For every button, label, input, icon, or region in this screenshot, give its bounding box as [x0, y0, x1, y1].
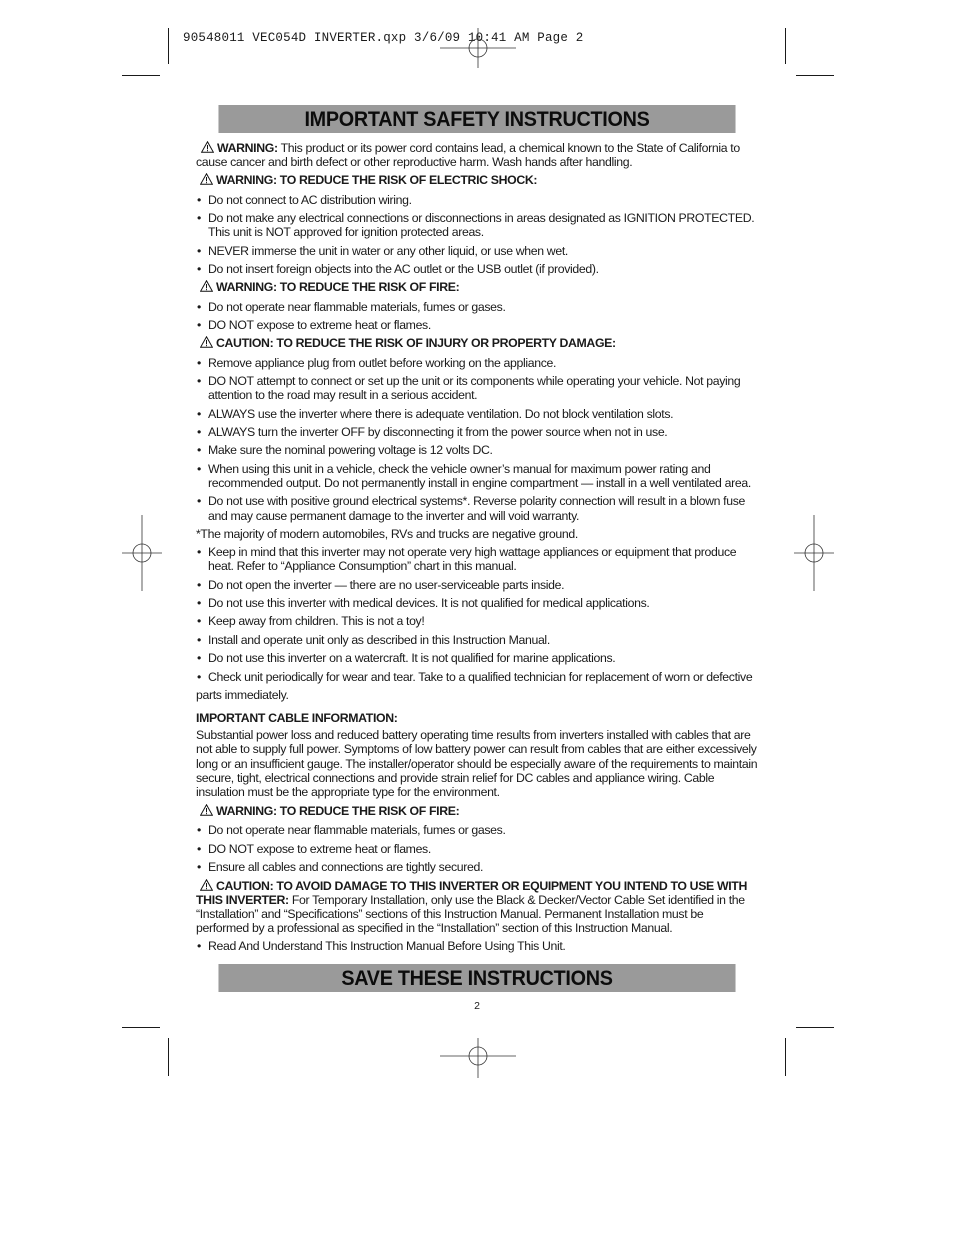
warning-triangle-icon — [200, 804, 213, 816]
list-item: • Do not connect to AC distribution wiring. — [196, 193, 758, 207]
list-item — [196, 670, 758, 702]
list-item: • DO NOT expose to extreme heat or flames. — [196, 842, 758, 856]
injury-list — [196, 356, 758, 523]
list-item: • Do not open the inverter — there are no user-serviceable parts inside. — [196, 578, 758, 592]
registration-mark-left — [122, 515, 162, 591]
list-item: • ALWAYS turn the inverter OFF by disconnecting it from the power source when not in use. — [196, 425, 758, 439]
prop65-label: WARNING: — [217, 141, 278, 155]
list-item: • Ensure all cables and connections are tightly secured. — [196, 860, 758, 874]
check-unit-text-cont: parts immediately. — [196, 687, 289, 702]
warning-triangle-icon — [200, 280, 213, 292]
registration-mark-bottom — [440, 1038, 516, 1078]
list-item: • Do not use this inverter with medical devices. It is not qualified for medical applications. — [196, 596, 758, 610]
registration-mark-right — [794, 515, 834, 591]
crop-mark-bottom-left-v — [168, 1038, 169, 1076]
fire-heading-2-text: WARNING: TO REDUCE THE RISK OF FIRE: — [216, 804, 460, 819]
list-item: • ALWAYS use the inverter where there is adequate ventilation. Do not block ventilation slots. — [196, 407, 758, 421]
damage-caution — [196, 879, 758, 936]
crop-mark-top-right-v — [785, 28, 786, 64]
damage-list — [196, 939, 758, 953]
instructions-body — [196, 141, 758, 958]
list-item: • Do not insert foreign objects into the AC outlet or the USB outlet (if provided). — [196, 262, 758, 276]
list-item: • Do not operate near flammable materials, fumes or gases. — [196, 300, 758, 314]
injury-list-continued — [196, 545, 758, 665]
warning-triangle-icon — [200, 336, 213, 348]
fire-heading-text: WARNING: TO REDUCE THE RISK OF FIRE: — [216, 280, 460, 295]
warning-triangle-icon — [200, 879, 213, 891]
list-item: • Keep in mind that this inverter may not operate very high wattage appliances or equipment that produce heat. Refer to “Appliance Consumption” chart in this manual. — [196, 545, 758, 573]
registration-mark-top — [440, 28, 516, 68]
crop-mark-bottom-left-h — [122, 1027, 160, 1028]
damage-caution-text: For Temporary Installation, only use the Black & Decker/Vector Cable Set identified in the “Installation” and “Specifications” sections of this Instruction Manual. Permanent Installation must be performed by a professional as specified in the “Installation” section of this Instruction Manual. — [196, 892, 745, 936]
bullet: • — [197, 669, 201, 684]
crop-mark-bottom-right-h — [796, 1027, 834, 1028]
shock-heading-text: WARNING: TO REDUCE THE RISK OF ELECTRIC SHOCK: — [216, 173, 538, 188]
list-item: • DO NOT expose to extreme heat or flames. — [196, 318, 758, 332]
list-item: • When using this unit in a vehicle, check the vehicle owner’s manual for maximum power rating and recommended output. Do not permanently install in engine compartment — install in a well ventilated area. — [196, 462, 758, 490]
warning-triangle-icon — [200, 173, 213, 185]
injury-heading — [196, 336, 758, 350]
cable-paragraph: Substantial power loss and reduced battery operating time results from inverters installed with cables that are not able to supply full power. Symptoms of low battery power can result from cables that are either excessively long or an insufficient gauge. The installer/operator should be especially aware of the requirements to maintain secure, tight, electrical connections and provide strain relief for DC cables and appliance wiring. Cable insulation must be the appropriate type for the environment. — [196, 728, 758, 800]
fire-heading-2 — [196, 804, 758, 818]
list-item: • Remove appliance plug from outlet before working on the appliance. — [196, 356, 758, 370]
crop-mark-top-left-v — [168, 28, 169, 64]
fire-list — [196, 300, 758, 333]
list-item: • Install and operate unit only as described in this Instruction Manual. — [196, 633, 758, 647]
page-number: 2 — [474, 1000, 480, 1012]
fire-heading — [196, 280, 758, 294]
page-title-banner: IMPORTANT SAFETY INSTRUCTIONS — [218, 105, 735, 133]
list-item: • Do not use this inverter on a watercraft. It is not qualified for marine applications. — [196, 651, 758, 665]
prop65-text: This product or its power cord contains lead, a chemical known to the State of California to cause cancer and birth defect or other reproductive harm. Wash hands after handling. — [196, 141, 740, 170]
list-item: • Do not use with positive ground electrical systems*. Reverse polarity connection will result in a blown fuse and may cause permanent damage to the inverter and will void warranty. — [196, 494, 758, 522]
list-item: • Do not operate near flammable materials, fumes or gases. — [196, 823, 758, 837]
crop-mark-top-right-h — [796, 75, 834, 76]
list-item: • Do not make any electrical connections or disconnections in areas designated as IGNITION PROTECTED. This unit is NOT approved for ignition protected areas. — [196, 211, 758, 239]
cable-heading: IMPORTANT CABLE INFORMATION: — [196, 711, 398, 726]
list-item: • NEVER immerse the unit in water or any other liquid, or use when wet. — [196, 244, 758, 258]
warning-triangle-icon — [201, 141, 214, 153]
prop65-warning — [196, 141, 758, 169]
list-item: • Read And Understand This Instruction Manual Before Using This Unit. — [196, 939, 758, 953]
shock-list — [196, 193, 758, 277]
list-item: • Keep away from children. This is not a toy! — [196, 614, 758, 628]
damage-caution-heading: CAUTION: TO AVOID DAMAGE TO THIS INVERTER OR EQUIPMENT YOU INTEND TO USE WITH THIS INVERTER: — [196, 878, 747, 907]
shock-heading — [196, 173, 758, 187]
list-item: • DO NOT attempt to connect or set up the unit or its components while operating your vehicle. Not paying attention to the road may result in a serious accident. — [196, 374, 758, 402]
fire-list-2 — [196, 823, 758, 874]
crop-mark-top-left-h — [122, 75, 160, 76]
list-item: • Make sure the nominal powering voltage is 12 volts DC. — [196, 443, 758, 457]
injury-heading-text: CAUTION: TO REDUCE THE RISK OF INJURY OR PROPERTY DAMAGE: — [216, 336, 616, 351]
save-instructions-banner: SAVE THESE INSTRUCTIONS — [218, 964, 735, 992]
print-slug-line: 90548011 VEC054D INVERTER.qxp 3/6/09 10:41 AM Page 2 — [183, 31, 584, 45]
ground-footnote: *The majority of modern automobiles, RVs and trucks are negative ground. — [196, 526, 578, 541]
crop-mark-bottom-right-v — [785, 1038, 786, 1076]
check-unit-text: Check unit periodically for wear and tear. Take to a qualified technician for replacement of worn or defective — [208, 669, 753, 684]
